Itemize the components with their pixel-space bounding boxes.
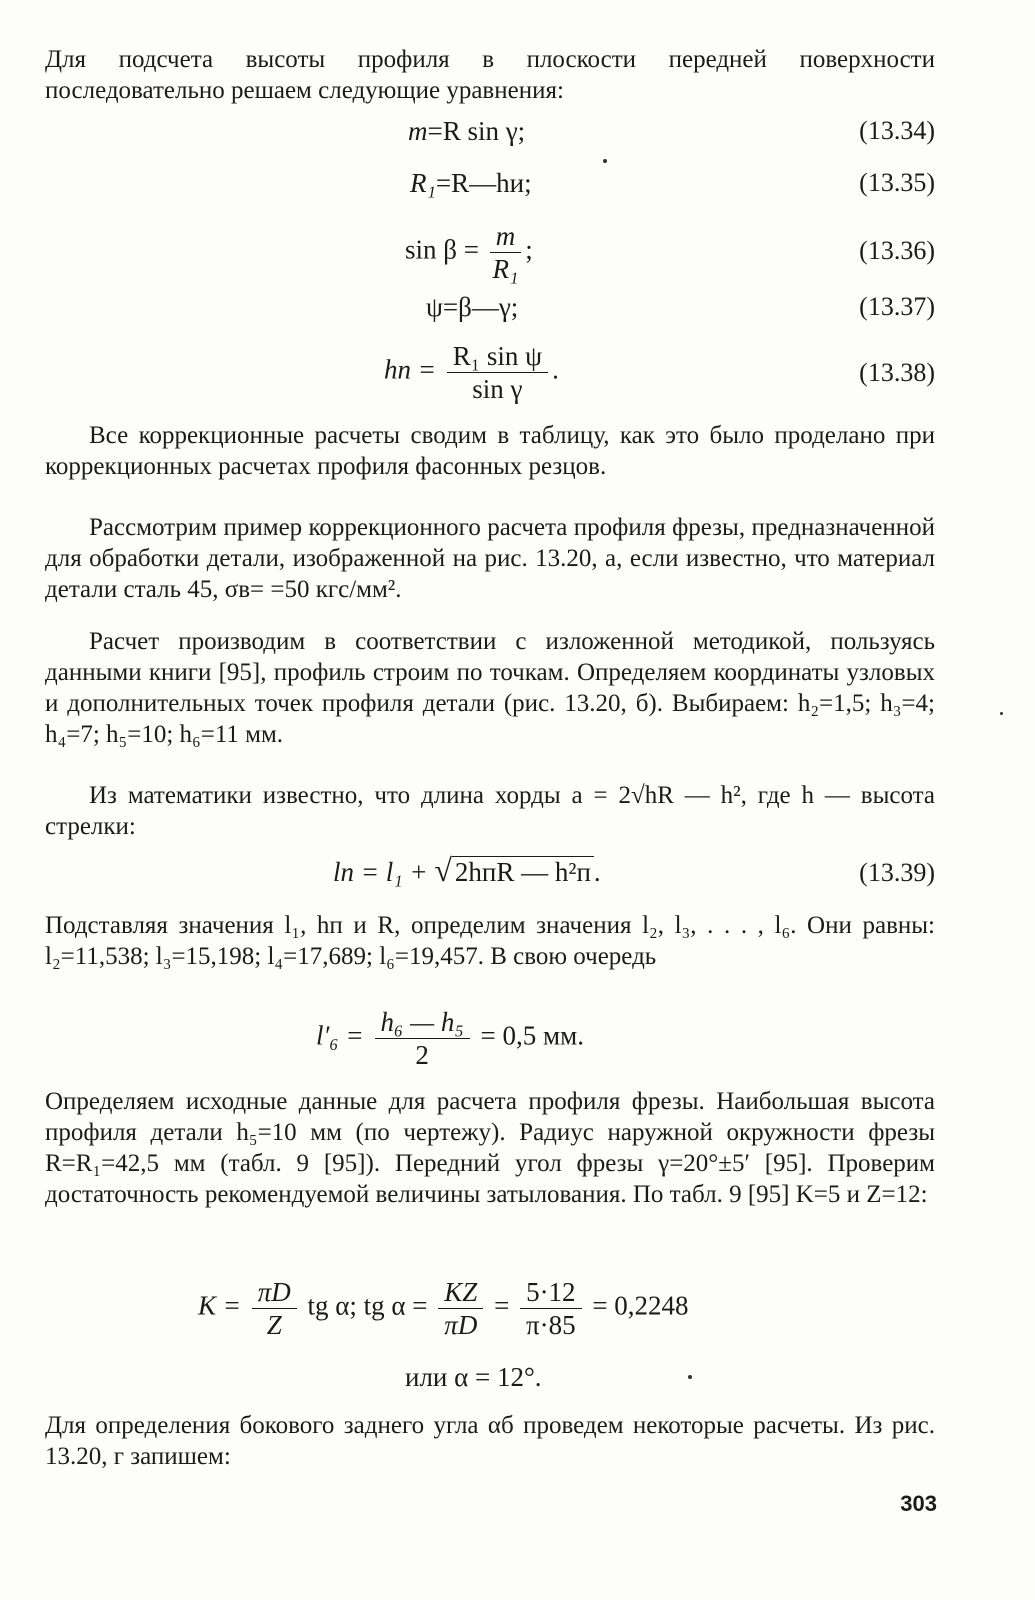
equation-alpha: или α = 12°. xyxy=(405,1362,542,1392)
equation-number: (13.35) xyxy=(859,168,935,197)
equation-13-38: hп = $\frac{\text{R₁ sin ψ}}{\text{sin γ}}$ . (13.38) xyxy=(384,341,935,404)
fraction: $\frac{5\cdot 12}{\pi\cdot 85}$ xyxy=(520,1276,582,1341)
print-speck xyxy=(603,159,607,163)
paragraph-intro: Для подсчета высоты профиля в плоскости передней поверхности последовательно решаем следующие уравнения: xyxy=(45,46,935,104)
paragraph-side-angle: Для определения бокового заднего угла αб проведем некоторые расчеты. Из рис. 13.20, г запишем: xyxy=(45,1412,935,1470)
equation-l6-prime: l′₆ = $\frac{\text{h₆ — h₅}}{2}$ = 0,5 мм. xyxy=(316,1007,584,1070)
equation-number: (13.34) xyxy=(859,116,935,145)
print-speck xyxy=(688,1375,692,1379)
equation-13-36: sin β = $\frac{m}{\text{R₁}}$ ; (13.36) xyxy=(405,221,935,284)
equation-number: (13.37) xyxy=(859,292,935,321)
fraction: $\frac{m}{\text{R₁}}$ xyxy=(490,220,522,285)
equation-13-34: m=R sin γ; (13.34) xyxy=(408,116,935,146)
fraction: $\frac{\text{R₁ sin ψ}}{\text{sin γ}}$ xyxy=(447,340,548,405)
fraction: $\frac{\pi D}{Z}$ xyxy=(252,1276,297,1341)
fraction: $\frac{\text{h₆ — h₅}}{2}$ xyxy=(375,1006,470,1071)
equation-13-35: R₁=R—hи; (13.35) xyxy=(410,168,935,198)
fraction: $\frac{KZ}{\pi D}$ xyxy=(438,1276,483,1341)
equation-number: (13.39) xyxy=(859,858,935,887)
paragraph-chord: Из математики известно, что длина хорды a = 2√hR — h², где h — высота стрелки: xyxy=(45,782,935,840)
print-speck xyxy=(1000,712,1003,715)
paragraph-correction: Все коррекционные расчеты сводим в таблицу, как это было проделано при коррекционных расчетах профиля фасонных резцов. xyxy=(45,422,935,480)
equation-number: (13.36) xyxy=(859,236,935,265)
paragraph-initial-data: Определяем исходные данные для расчета профиля фрезы. Наибольшая высота профиля детали h₅=10 мм (по чертежу). Радиус наружной окружности фрезы R=R₁=42,5 мм (табл. 9 [95]). Передний угол фрезы γ=20°±5′ [95]. Проверим достаточность рекомендуемой величины затылования. По табл. 9 [95] K=5 и Z=12: xyxy=(45,1088,935,1208)
equation-13-37: ψ=β—γ; (13.37) xyxy=(426,292,935,322)
equation-number: (13.38) xyxy=(859,358,935,387)
page-number: 303 xyxy=(900,1491,937,1516)
paragraph-example: Рассмотрим пример коррекционного расчета профиля фрезы, предназначенной для обработки детали, изображенной на рис. 13.20, а, если известно, что материал детали сталь 45, σв= =50 кгс/мм². xyxy=(45,514,935,603)
equation-relief-angle: K = $\frac{\pi D}{Z}$ tg α; tg α = $\frac{KZ}{\pi D}$ = $\frac{5\cdot 12}{\pi\cdot 85}$ = 0,2248 xyxy=(198,1277,689,1340)
equation-13-39: lп = l₁ + √ 2hпR — h²п . (13.39) xyxy=(333,852,935,888)
paragraph-substitution: Подставляя значения l₁, hп и R, определим значения l₂, l₃, . . . , l₆. Они равны: l₂=11,538; l₃=15,198; l₄=17,689; l₆=19,457. В свою очередь xyxy=(45,912,935,970)
paragraph-calculation: Расчет производим в соответствии с изложенной методикой, пользуясь данными книги [95], профиль строим по точкам. Определяем координаты узловых и дополнительных точек профиля детали (рис. 13.20, б). Выбираем: h₂=1,5; h₃=4; h₄=7; h₅=10; h₆=11 мм. xyxy=(45,628,935,748)
